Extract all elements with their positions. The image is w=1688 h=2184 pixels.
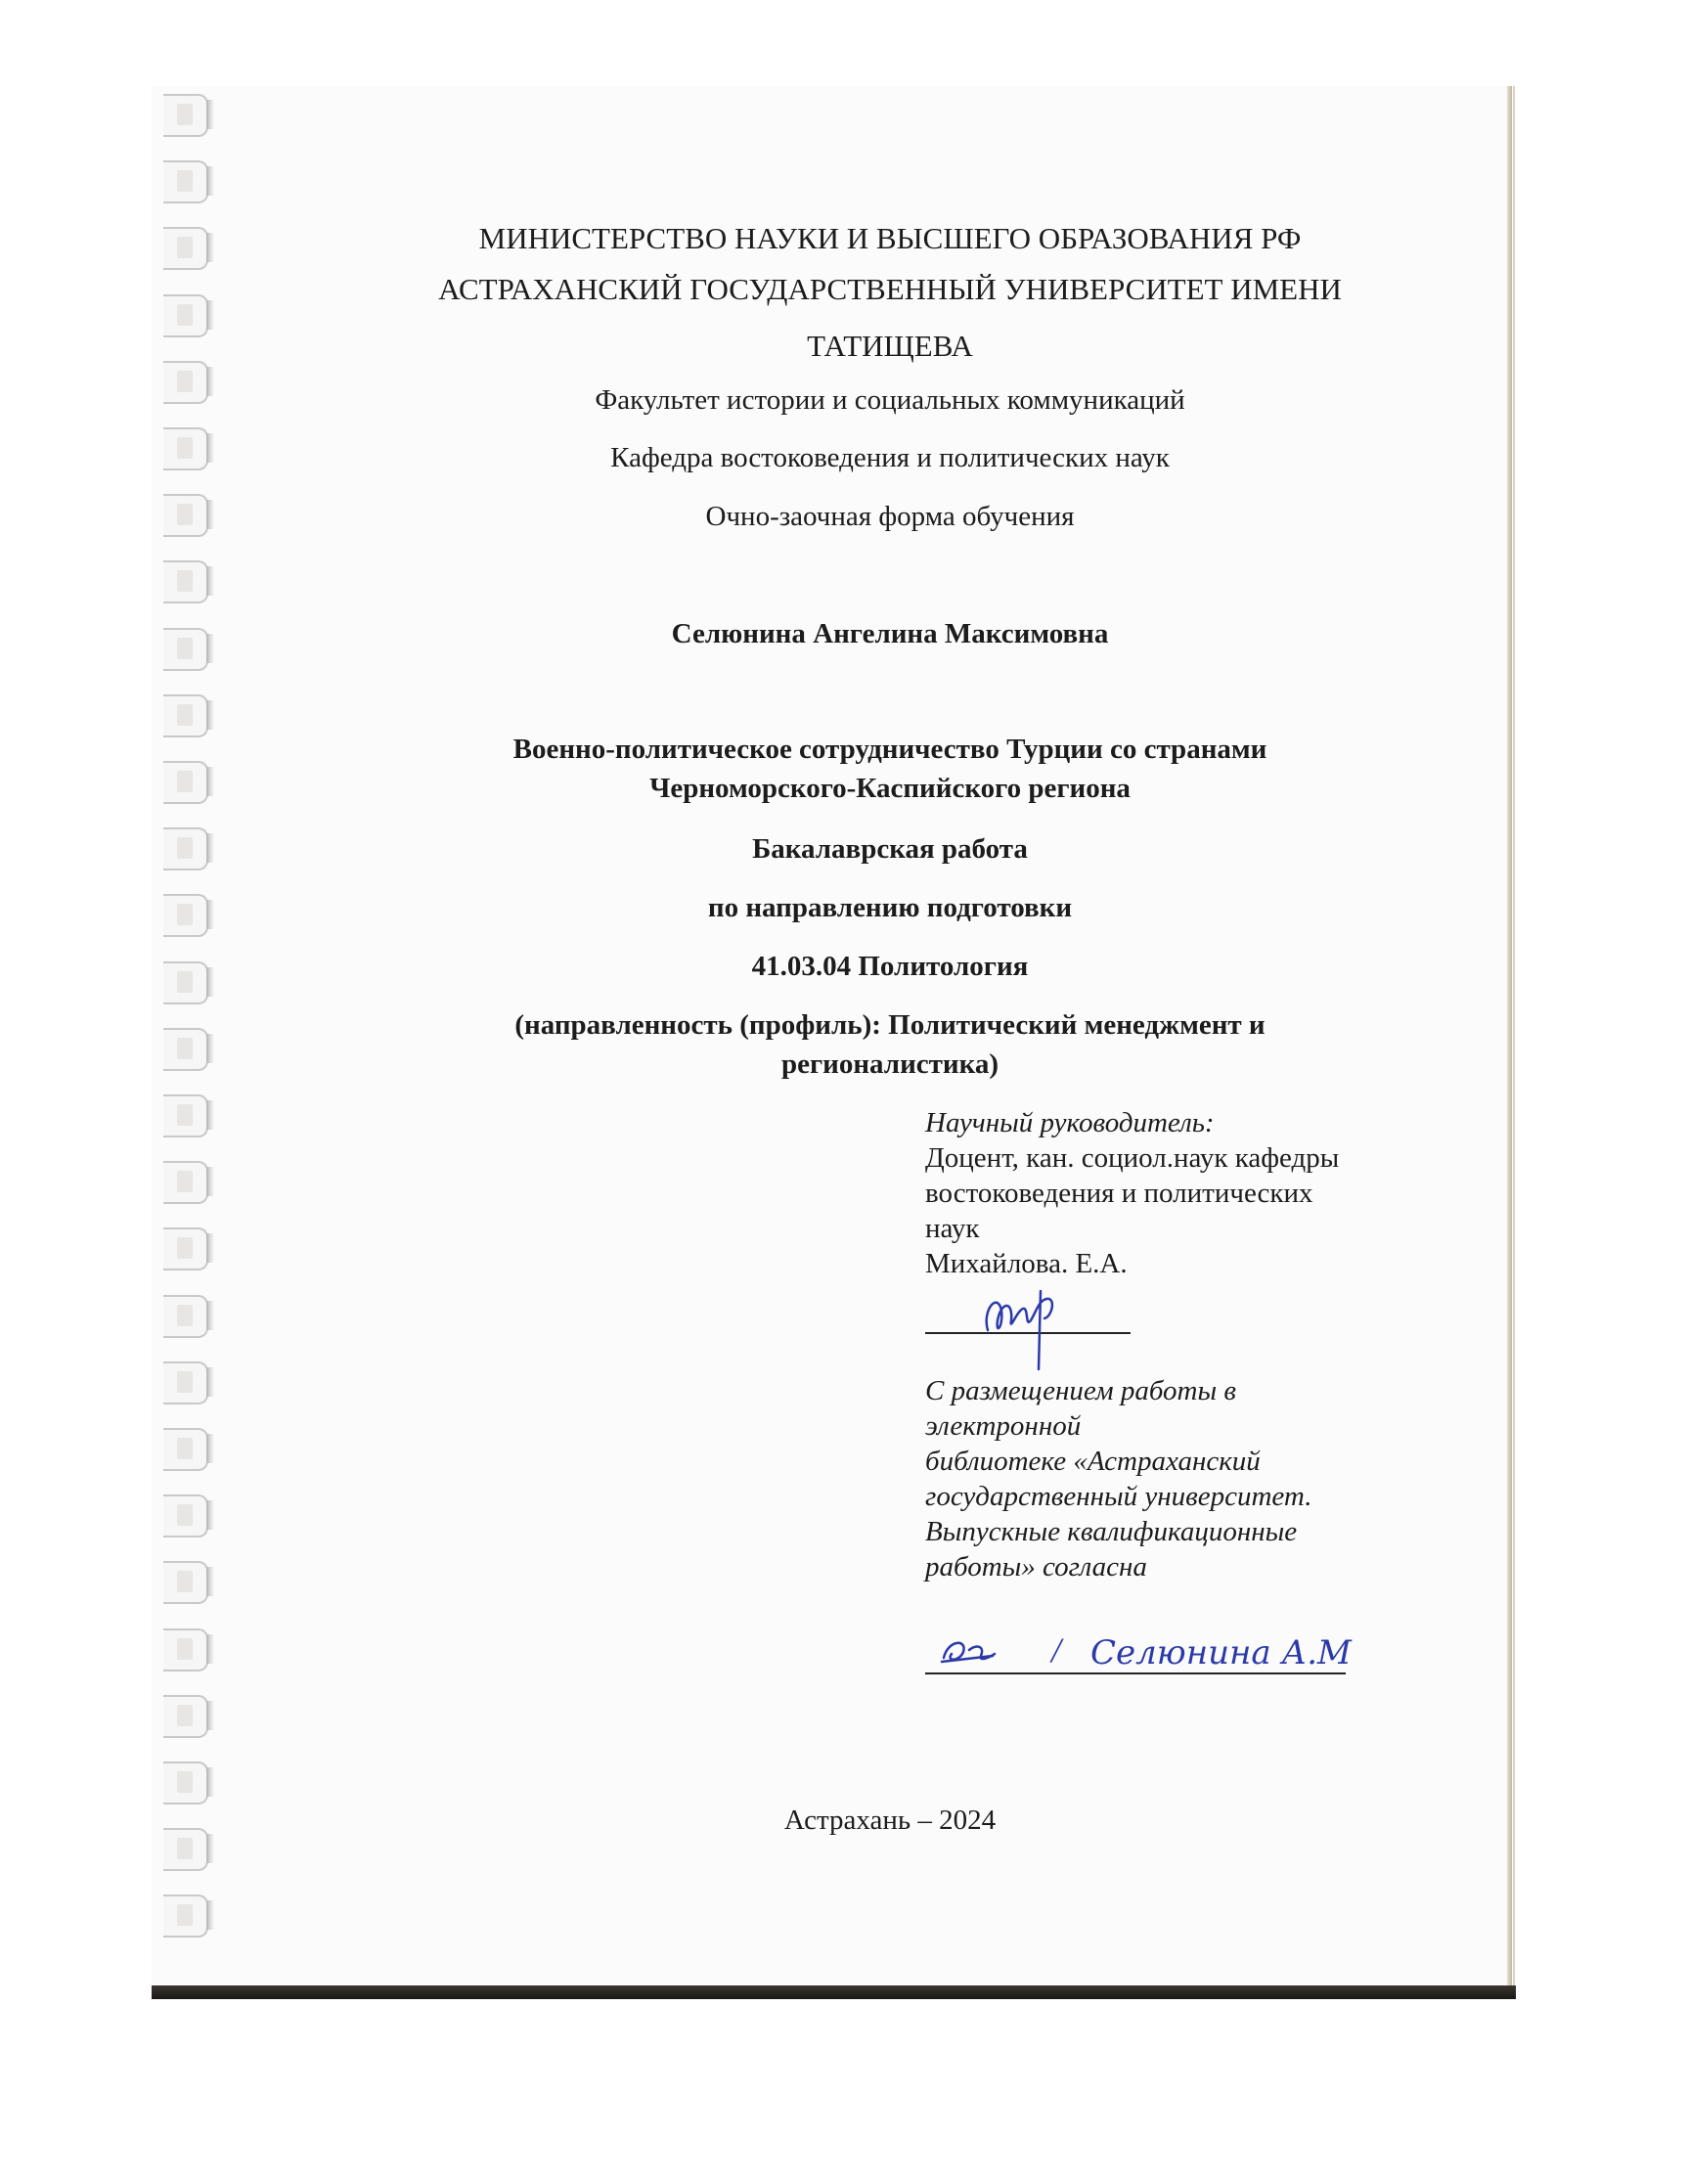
binding-ring <box>163 361 220 400</box>
thesis-topic-line2: Черноморского-Каспийского региона <box>649 773 1131 804</box>
work-type: Бакалаврская работа <box>752 833 1028 865</box>
binding-ring <box>163 1361 220 1401</box>
department-name: Кафедра востоковедения и политических наук <box>610 442 1170 473</box>
binding-ring <box>163 961 220 1001</box>
binding-ring <box>163 427 220 467</box>
binding-ring <box>163 1161 220 1200</box>
binding-ring <box>163 94 220 133</box>
faculty-name: Факультет истории и социальных коммуникаций <box>595 384 1185 416</box>
supervisor-block <box>925 1105 1414 1281</box>
binding-ring <box>163 227 220 266</box>
binding-ring <box>163 827 220 867</box>
binding-ring <box>163 1894 220 1934</box>
consent-line2: электронной <box>925 1410 1082 1442</box>
binding-ring <box>163 494 220 533</box>
consent-line3: библиотеке «Астраханский <box>925 1446 1261 1477</box>
consent-line1: С размещением работы в <box>925 1375 1236 1406</box>
binding-ring <box>163 1028 220 1067</box>
university-name-line1: АСТРАХАНСКИЙ ГОСУДАРСТВЕННЫЙ УНИВЕРСИТЕТ ИМЕНИ <box>438 272 1342 306</box>
binding-ring <box>163 1628 220 1668</box>
binding-ring <box>163 1227 220 1267</box>
consent-block <box>925 1373 1375 1584</box>
binding-ring <box>163 1761 220 1801</box>
binding-ring <box>163 1428 220 1467</box>
binding-ring <box>163 1561 220 1600</box>
city-year: Астрахань – 2024 <box>783 1805 997 1836</box>
study-form: Очно-заочная форма обучения <box>705 501 1075 532</box>
binding-ring <box>163 894 220 933</box>
binding-ring <box>163 1295 220 1334</box>
consent-line4: государственный университет. <box>925 1481 1312 1512</box>
ministry-title: МИНИСТЕРСТВО НАУКИ И ВЫСШЕГО ОБРАЗОВАНИЯ РФ <box>478 221 1302 255</box>
binding-ring <box>163 1494 220 1534</box>
binding-ring <box>163 761 220 800</box>
binding-ring <box>163 560 220 600</box>
binding-ring <box>163 1094 220 1134</box>
supervisor-position-line2: востоковедения и политических <box>925 1178 1313 1209</box>
university-name-line2: ТАТИЩЕВА <box>807 329 973 363</box>
student-signature-text: Селюнина А.М <box>1090 1633 1352 1672</box>
student-signature-mark <box>934 1628 1022 1677</box>
direction-code: 41.03.04 Политология <box>751 951 1029 982</box>
binding-ring <box>163 1695 220 1734</box>
author-name: Селюнина Ангелина Максимовна <box>671 618 1109 649</box>
profile-line1: (направленность (профиль): Политический менеджмент и <box>514 1009 1266 1041</box>
binding-ring <box>163 160 220 200</box>
binding-ring <box>163 694 220 734</box>
consent-line5: Выпускные квалификационные <box>925 1516 1298 1547</box>
supervisor-signature <box>968 1271 1086 1379</box>
scan-bottom-edge <box>152 1985 1516 1999</box>
supervisor-label: Научный руководитель: <box>925 1107 1215 1138</box>
signature-separator: / <box>1051 1630 1062 1670</box>
profile-line2: регионалистика) <box>780 1048 999 1080</box>
supervisor-name: Михайлова. Е.А. <box>925 1248 1128 1279</box>
consent-line6: работы» согласна <box>925 1551 1147 1582</box>
binding-ring <box>163 1828 220 1867</box>
spiral-binding <box>152 86 230 1991</box>
binding-ring <box>163 294 220 334</box>
binding-ring <box>163 628 220 667</box>
supervisor-position-line3: наук <box>925 1213 980 1244</box>
thesis-topic-line1: Военно-политическое сотрудничество Турции со странами <box>512 734 1267 765</box>
direction-label: по направлению подготовки <box>707 892 1073 923</box>
supervisor-position-line1: Доцент, кан. социол.наук кафедры <box>925 1142 1340 1174</box>
page-edge <box>1507 86 1512 1991</box>
